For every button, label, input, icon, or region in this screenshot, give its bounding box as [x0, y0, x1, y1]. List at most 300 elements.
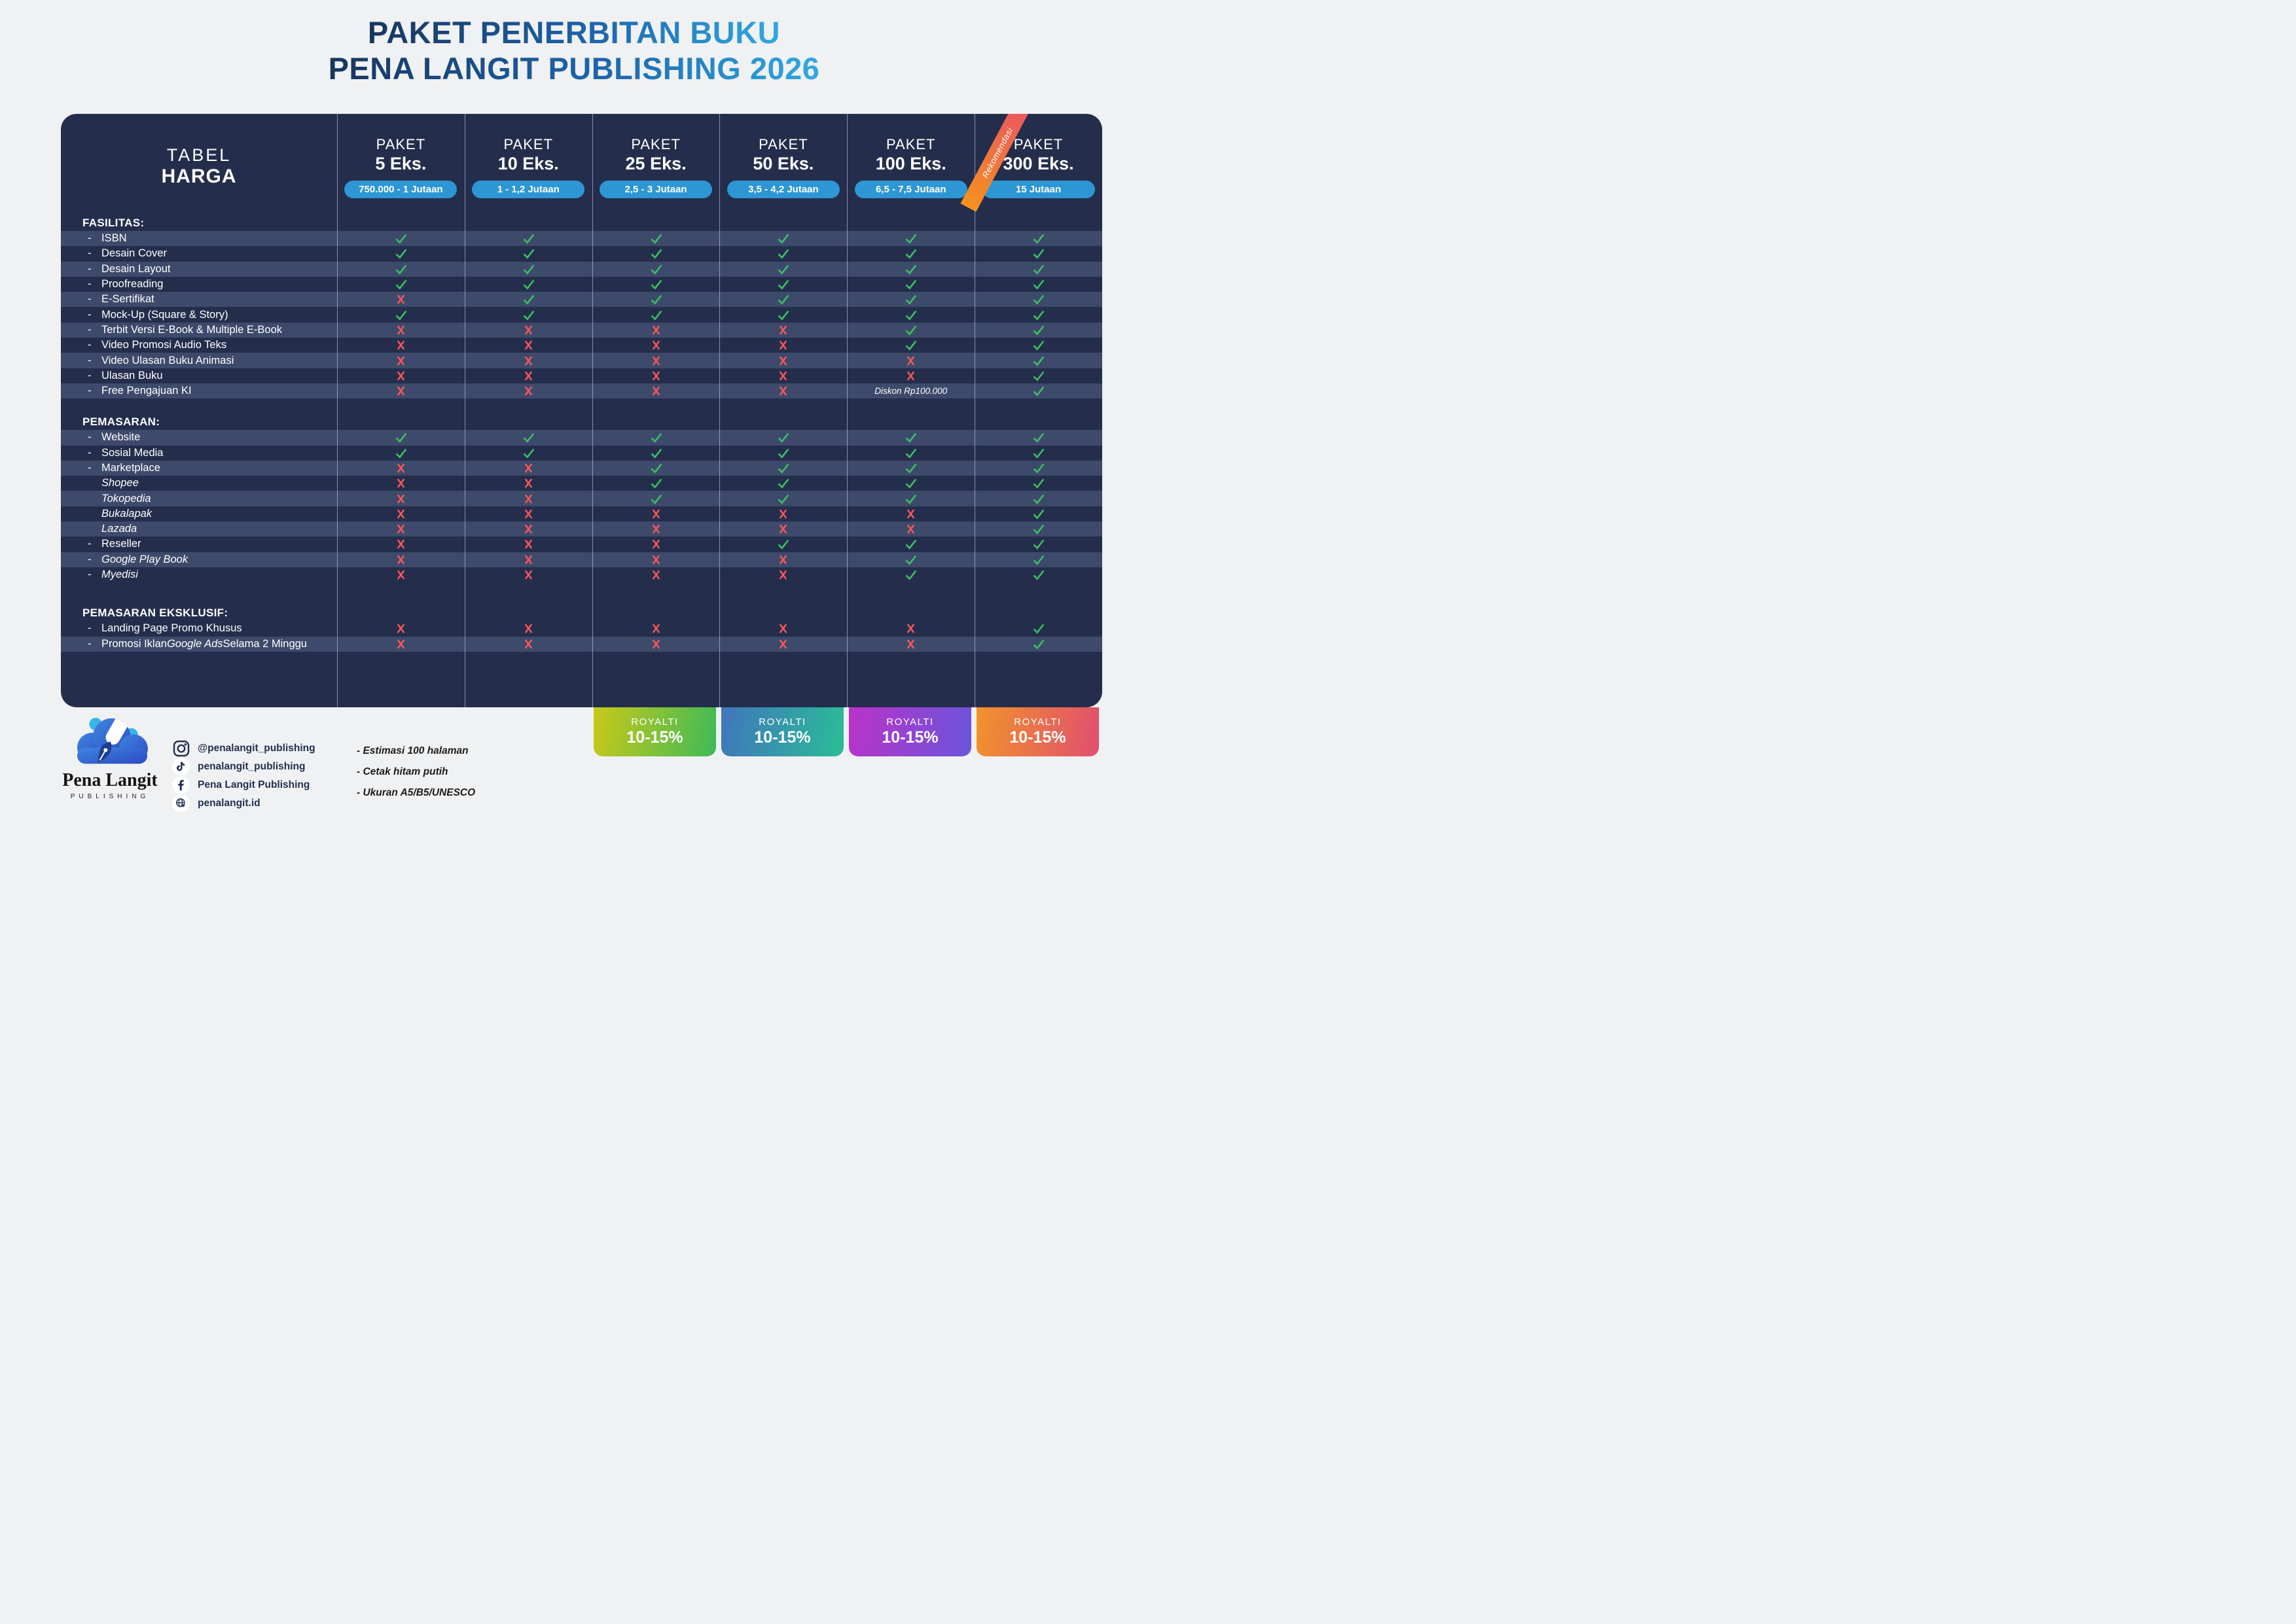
- cross-icon: [778, 324, 789, 336]
- section-heading-row: [61, 215, 1102, 231]
- mark-cell: [465, 262, 592, 277]
- cross-icon: [905, 370, 916, 382]
- mark-cell: [592, 353, 720, 368]
- mark-cell: [592, 277, 720, 292]
- check-icon: [904, 568, 918, 582]
- feature-row: [61, 637, 1102, 652]
- cross-icon: [778, 523, 789, 535]
- check-icon: [1031, 277, 1045, 291]
- check-icon: [1031, 262, 1045, 276]
- check-icon: [904, 338, 918, 352]
- check-icon: [394, 277, 408, 291]
- mark-cell: [719, 307, 847, 322]
- mark-cell: [719, 621, 847, 636]
- social-item: [172, 758, 315, 775]
- check-icon: [394, 232, 408, 245]
- cross-icon: [523, 622, 534, 635]
- note-line: - Estimasi 100 halaman: [357, 745, 469, 756]
- feature-row: [61, 307, 1102, 322]
- check-icon: [1031, 354, 1045, 368]
- row-label-text: Sosial Media: [101, 446, 164, 459]
- section-heading-row: [61, 414, 1102, 430]
- mark-cell: [975, 368, 1102, 383]
- package-qty: 300 Eks.: [1003, 154, 1074, 173]
- mark-cell: [465, 277, 592, 292]
- row-label-text: Lazada: [101, 523, 137, 535]
- mark-cell: [719, 637, 847, 652]
- cross-icon: [395, 462, 406, 474]
- mark-cell: [592, 307, 720, 322]
- social-handle: penalangit_publishing: [198, 760, 306, 772]
- page-title-line2: PENA LANGIT PUBLISHING 2026: [328, 51, 820, 86]
- table-corner: [61, 114, 337, 213]
- cross-icon: [651, 324, 662, 336]
- cross-icon: [395, 554, 406, 566]
- cross-icon: [523, 508, 534, 520]
- row-label: [61, 569, 337, 581]
- mark-cell: [337, 231, 465, 246]
- package-qty: 10 Eks.: [497, 154, 559, 173]
- check-icon: [1031, 637, 1045, 651]
- price-pill: 1 - 1,2 Jutaan: [472, 181, 584, 198]
- mark-cell: [847, 476, 975, 491]
- row-label: [61, 638, 337, 650]
- check-icon: [394, 262, 408, 276]
- social-handle: penalangit.id: [198, 797, 260, 809]
- mark-cell: [465, 383, 592, 398]
- check-icon: [904, 431, 918, 444]
- cross-icon: [778, 622, 789, 635]
- mark-cell: [337, 307, 465, 322]
- feature-row: [61, 506, 1102, 521]
- mark-cell: [847, 338, 975, 353]
- mark-cell: [592, 338, 720, 353]
- row-label-text: Free Pengajuan KI: [101, 385, 192, 397]
- mark-cell: [975, 521, 1102, 537]
- mark-cell: [337, 277, 465, 292]
- package-qty: 50 Eks.: [753, 154, 814, 173]
- row-dash: -: [88, 446, 92, 459]
- row-dash: -: [88, 308, 92, 321]
- check-icon: [776, 277, 790, 291]
- row-label: [61, 278, 337, 291]
- feature-row: [61, 368, 1102, 383]
- cross-icon: [523, 638, 534, 650]
- cross-icon: [905, 355, 916, 367]
- check-icon: [776, 308, 790, 322]
- check-icon: [649, 446, 663, 460]
- mark-cell: [719, 491, 847, 506]
- mark-cell: [719, 277, 847, 292]
- social-handle: @penalangit_publishing: [198, 742, 315, 754]
- mark-cell: [592, 567, 720, 582]
- mark-cell: [465, 552, 592, 567]
- mark-cell: [847, 292, 975, 307]
- row-label-text: Google Ads: [166, 637, 223, 650]
- row-label-text: Promosi Iklan: [101, 637, 167, 650]
- check-icon: [1031, 292, 1045, 306]
- cross-icon: [395, 293, 406, 306]
- cross-icon: [651, 638, 662, 650]
- cross-icon: [395, 385, 406, 397]
- row-dash: -: [88, 369, 92, 381]
- check-icon: [776, 492, 790, 506]
- note-line: - Cetak hitam putih: [357, 766, 448, 777]
- mark-cell: [337, 491, 465, 506]
- row-label-text: Ulasan Buku: [101, 369, 163, 381]
- row-dash: -: [88, 569, 92, 581]
- cross-icon: [651, 554, 662, 566]
- section-gap: [61, 582, 1102, 603]
- mark-cell: [719, 446, 847, 461]
- cross-icon: [523, 538, 534, 550]
- cross-icon: [651, 339, 662, 351]
- mark-cell: [465, 461, 592, 476]
- check-icon: [1031, 384, 1045, 398]
- check-icon: [1031, 522, 1045, 536]
- feature-row: [61, 353, 1102, 368]
- mark-cell: [337, 506, 465, 521]
- mark-cell: [975, 621, 1102, 636]
- mark-cell: [975, 430, 1102, 445]
- row-dash: -: [88, 637, 92, 650]
- mark-cell: [465, 537, 592, 552]
- cross-icon: [651, 355, 662, 367]
- check-icon: [394, 431, 408, 444]
- section-gap: [61, 398, 1102, 412]
- mark-cell: [719, 552, 847, 567]
- mark-cell: [719, 292, 847, 307]
- row-dash: -: [88, 462, 92, 474]
- check-icon: [904, 292, 918, 306]
- row-label: [61, 293, 337, 306]
- check-icon: [904, 232, 918, 245]
- cross-icon: [523, 569, 534, 581]
- check-icon: [1031, 308, 1045, 322]
- check-icon: [1031, 492, 1045, 506]
- mark-cell: [847, 323, 975, 338]
- check-icon: [776, 446, 790, 460]
- mark-cell: [975, 552, 1102, 567]
- mark-cell: [465, 231, 592, 246]
- check-icon: [649, 476, 663, 490]
- mark-cell: [975, 383, 1102, 398]
- mark-cell: [719, 506, 847, 521]
- social-handle: Pena Langit Publishing: [198, 779, 310, 790]
- mark-cell: [975, 461, 1102, 476]
- cross-icon: [651, 385, 662, 397]
- mark-cell: [847, 383, 975, 398]
- package-name: PAKET: [376, 136, 426, 152]
- row-label: [61, 370, 337, 382]
- cross-icon: [778, 569, 789, 581]
- mark-cell: [337, 338, 465, 353]
- table-header-row: [61, 114, 1102, 213]
- table-bottom-filler: [61, 652, 1102, 707]
- check-icon: [904, 476, 918, 490]
- check-icon: [649, 431, 663, 444]
- mark-cell: [975, 537, 1102, 552]
- mark-cell: [465, 368, 592, 383]
- check-icon: [394, 247, 408, 260]
- mark-cell: [337, 430, 465, 445]
- mark-cell: [975, 506, 1102, 521]
- mark-cell: [847, 277, 975, 292]
- check-icon: [522, 446, 535, 460]
- row-dash: -: [88, 323, 92, 336]
- mark-cell: [465, 353, 592, 368]
- royalti-label: ROYALTI: [886, 716, 934, 728]
- row-dash: -: [88, 278, 92, 291]
- mark-cell: [337, 323, 465, 338]
- mark-cell: [975, 246, 1102, 261]
- royalti-value: 10-15%: [754, 728, 811, 747]
- price-pill: 15 Jutaan: [982, 181, 1095, 198]
- row-label: [61, 477, 337, 489]
- corner-title-line1: TABEL: [166, 145, 232, 165]
- cross-icon: [395, 538, 406, 550]
- mark-cell: [465, 621, 592, 636]
- check-icon: [1031, 476, 1045, 490]
- check-icon: [776, 247, 790, 260]
- mark-cell: [592, 491, 720, 506]
- feature-row: [61, 246, 1102, 261]
- row-label: [61, 508, 337, 520]
- check-icon: [394, 446, 408, 460]
- feature-row: [61, 430, 1102, 445]
- mark-cell: [847, 446, 975, 461]
- check-icon: [522, 232, 535, 245]
- mark-cell: [847, 353, 975, 368]
- mark-cell: [592, 621, 720, 636]
- mark-cell: [337, 368, 465, 383]
- pricing-table: [61, 114, 1102, 707]
- mark-cell: [465, 491, 592, 506]
- mark-cell: [719, 383, 847, 398]
- row-label: [61, 232, 337, 245]
- mark-cell: [337, 621, 465, 636]
- check-icon: [1031, 461, 1045, 475]
- package-name: PAKET: [503, 136, 553, 152]
- mark-cell: [719, 246, 847, 261]
- cross-icon: [395, 324, 406, 336]
- footer: [0, 712, 1148, 812]
- feature-row: [61, 476, 1102, 491]
- mark-cell: [592, 231, 720, 246]
- feature-row: [61, 446, 1102, 461]
- package-qty: 100 Eks.: [875, 154, 946, 173]
- row-label: [61, 309, 337, 321]
- mark-cell: [337, 552, 465, 567]
- brand-logo: [45, 713, 175, 800]
- mark-cell: [592, 521, 720, 537]
- row-label-text: Shopee: [101, 477, 139, 489]
- row-dash: -: [88, 262, 92, 275]
- feature-row: [61, 537, 1102, 552]
- mark-cell: [719, 353, 847, 368]
- package-header-25: [592, 114, 720, 213]
- cross-icon: [523, 324, 534, 336]
- feature-row: [61, 231, 1102, 246]
- cross-icon: [651, 569, 662, 581]
- social-item: [172, 739, 315, 757]
- row-label: [61, 355, 337, 367]
- mark-cell: [592, 506, 720, 521]
- check-icon: [522, 262, 535, 276]
- row-label-text: Proofreading: [101, 278, 164, 291]
- row-label-text: Landing Page Promo Khusus: [101, 622, 242, 635]
- cross-icon: [778, 638, 789, 650]
- mark-cell: [337, 383, 465, 398]
- royalti-label: ROYALTI: [1014, 716, 1062, 728]
- mark-cell: [719, 521, 847, 537]
- row-label-text: Myedisi: [101, 569, 138, 581]
- mark-cell: [337, 537, 465, 552]
- package-name: PAKET: [1013, 136, 1064, 152]
- package-header-5: [337, 114, 465, 213]
- check-icon: [1031, 323, 1045, 337]
- cross-icon: [395, 339, 406, 351]
- mark-cell: [975, 307, 1102, 322]
- check-icon: [904, 553, 918, 567]
- cross-icon: [778, 370, 789, 382]
- mark-cell: [465, 521, 592, 537]
- check-icon: [776, 537, 790, 551]
- row-label-text: Selama 2 Minggu: [223, 637, 307, 650]
- mark-cell: [847, 430, 975, 445]
- row-label: [61, 462, 337, 474]
- mark-cell: [847, 491, 975, 506]
- price-pill: 6,5 - 7,5 Jutaan: [855, 181, 967, 198]
- check-icon: [522, 292, 535, 306]
- cross-icon: [651, 523, 662, 535]
- mark-cell: [975, 323, 1102, 338]
- check-icon: [522, 431, 535, 444]
- row-dash: -: [88, 538, 92, 550]
- social-item: [172, 794, 315, 812]
- mark-cell: [337, 246, 465, 261]
- mark-cell: [337, 461, 465, 476]
- cross-icon: [523, 370, 534, 382]
- section-heading: FASILITAS:: [82, 217, 145, 229]
- mark-cell: [847, 621, 975, 636]
- globe-icon: [172, 794, 190, 812]
- check-icon: [1031, 232, 1045, 245]
- row-label-text: Desain Layout: [101, 262, 171, 275]
- cross-icon: [395, 569, 406, 581]
- row-label-text: Reseller: [101, 538, 141, 550]
- mark-cell: [337, 637, 465, 652]
- row-label-text: Video Promosi Audio Teks: [101, 339, 227, 351]
- package-name: PAKET: [759, 136, 808, 152]
- row-label: [61, 447, 337, 459]
- cross-icon: [651, 538, 662, 550]
- cross-icon: [778, 355, 789, 367]
- row-label: [61, 523, 337, 535]
- check-icon: [904, 461, 918, 475]
- feature-row: [61, 521, 1102, 537]
- mark-cell: [337, 262, 465, 277]
- check-icon: [394, 308, 408, 322]
- mark-cell: [975, 231, 1102, 246]
- mark-cell: [975, 637, 1102, 652]
- royalti-label: ROYALTI: [631, 716, 679, 728]
- cross-icon: [651, 622, 662, 635]
- section-heading: PEMASARAN EKSKLUSIF:: [82, 607, 228, 620]
- page-title-line1: PAKET PENERBITAN BUKU: [367, 15, 781, 50]
- mark-cell: [465, 446, 592, 461]
- check-icon: [1031, 537, 1045, 551]
- royalti-label: ROYALTI: [759, 716, 806, 728]
- check-icon: [904, 323, 918, 337]
- row-dash: -: [88, 247, 92, 260]
- mark-cell: [465, 476, 592, 491]
- mark-cell: [465, 338, 592, 353]
- mark-cell: [592, 461, 720, 476]
- cross-icon: [905, 523, 916, 535]
- mark-cell: [719, 338, 847, 353]
- corner-title-line2: HARGA: [161, 165, 237, 187]
- mark-cell: [465, 246, 592, 261]
- mark-cell: [465, 323, 592, 338]
- check-icon: [649, 461, 663, 475]
- cross-icon: [523, 523, 534, 535]
- mark-cell: [465, 292, 592, 307]
- mark-cell: [465, 567, 592, 582]
- cross-icon: [523, 339, 534, 351]
- mark-cell: [337, 292, 465, 307]
- check-icon: [522, 247, 535, 260]
- mark-cell: [975, 338, 1102, 353]
- mark-cell: [847, 231, 975, 246]
- row-dash: -: [88, 293, 92, 306]
- cross-icon: [523, 477, 534, 489]
- row-label: [61, 431, 337, 444]
- mark-cell: [975, 292, 1102, 307]
- check-icon: [649, 247, 663, 260]
- facebook-icon: [172, 776, 190, 794]
- mark-cell: [337, 446, 465, 461]
- page-title: [0, 14, 1148, 87]
- mark-cell: [337, 567, 465, 582]
- cross-icon: [395, 477, 406, 489]
- mark-cell: [719, 368, 847, 383]
- row-label-text: Tokopedia: [101, 492, 151, 504]
- cross-icon: [523, 385, 534, 397]
- mark-cell: [847, 552, 975, 567]
- mark-cell: [847, 521, 975, 537]
- package-header-100: [847, 114, 975, 213]
- row-label-text: Marketplace: [101, 462, 160, 474]
- cross-icon: [905, 638, 916, 650]
- row-label-text: E-Sertifikat: [101, 293, 154, 306]
- check-icon: [1031, 369, 1045, 383]
- feature-row: [61, 567, 1102, 582]
- mark-cell: [592, 368, 720, 383]
- package-header-50: [719, 114, 847, 213]
- check-icon: [649, 277, 663, 291]
- price-pill: 2,5 - 3 Jutaan: [600, 181, 712, 198]
- feature-row: [61, 262, 1102, 277]
- check-icon: [776, 461, 790, 475]
- price-pill: 750.000 - 1 Jutaan: [344, 181, 457, 198]
- check-icon: [1031, 338, 1045, 352]
- feature-row: [61, 323, 1102, 338]
- check-icon: [1031, 568, 1045, 582]
- check-icon: [649, 292, 663, 306]
- mark-cell: [847, 637, 975, 652]
- package-header-10: [465, 114, 592, 213]
